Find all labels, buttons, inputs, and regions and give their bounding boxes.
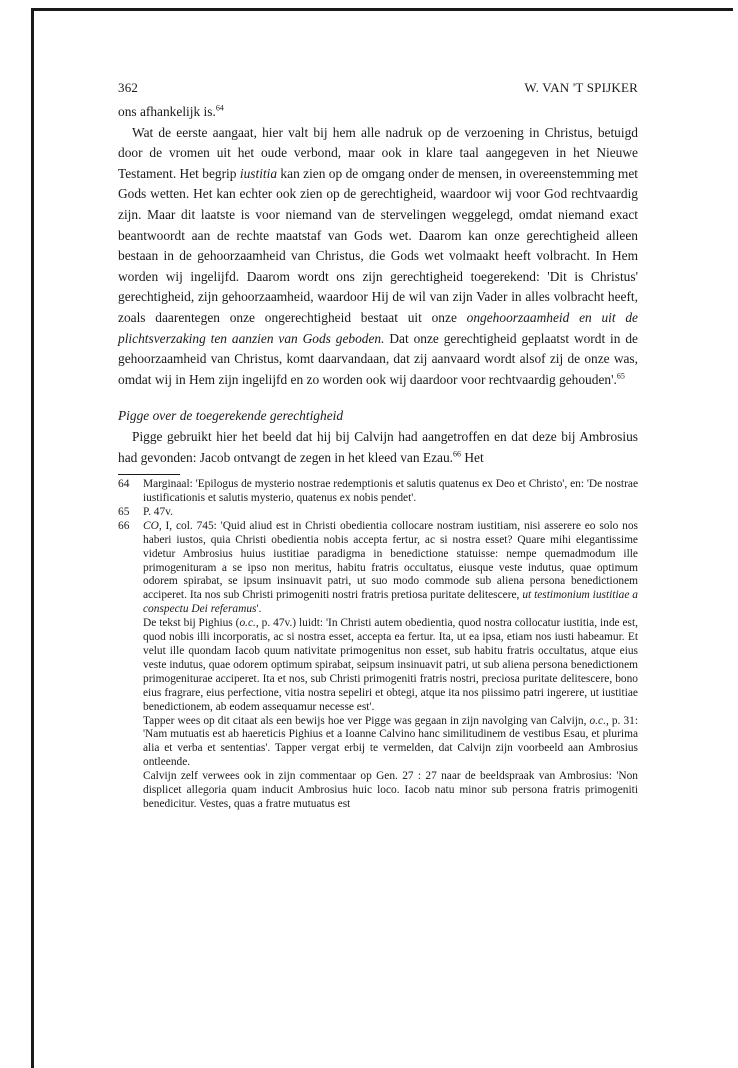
footnote-65 — [118, 506, 638, 520]
book-page — [118, 80, 638, 812]
footnotes — [118, 478, 638, 812]
footnote-text: Marginaal: 'Epilogus de mysterio nostrae redemptionis et salutis quatenus ex Deo et Christo', en: 'De nostrae iustificationis et salutis mysterio, quatenus ex nobis pendet'. — [143, 478, 638, 504]
footnote-separator — [118, 474, 180, 475]
page-number: 362 — [118, 80, 139, 95]
paragraph-righteousness: Wat de eerste aangaat, hier valt bij hem alle nadruk op de verzoening in Christus, betuigd door de vromen uit het oude verbond, maar ook in klare taal aangegeven in het Nieuwe Testament. Het begrip iustitia kan zien op de omgang onder de mensen, in overeenstemming met Gods wetten. Het kan echter ook zien op de gerechtigheid, waardoor wij voor God rechtvaardig zijn. Maar dit laatste is voor niemand van de stervelingen weggelegd, omdat niemand exact beantwoordt aan de rechte maatstaf van Gods wet. Daarom kan onze gerechtigheid alleen bestaan in de gehoorzaamheid van Christus, die Gods wet volmaakt heeft volbracht. In Hem worden wij ingelijfd. Daarom wordt ons zijn gerechtigheid toegerekend: 'Dit is Christus' gerechtigheid, zijn gehoorzaamheid, waardoor Hij de wil van zijn Vader in alles volbracht heeft, zoals daarentegen onze ongerechtigheid bestaat uit onze ongehoorzaamheid en uit de plichtsverzaking ten aanzien van Gods geboden. Dat onze gerechtigheid geplaatst wordt in de gehoorzaamheid van Christus, komt daarvandaan, dat zij aanvaard wordt alsof zij de onze was, omdat wij in Hem zijn ingelijfd en zo worden ook wij daardoor voor rechtvaardig gehouden'.$^{65}$ — [118, 124, 639, 387]
footnote-number: 64 — [118, 478, 130, 491]
footnote-number: 65 — [118, 505, 130, 518]
footnote-66-calvin-commentary: Calvijn zelf verwees ook in zijn commentaar op Gen. 27 : 27 naar de beeldspraak van Ambrosius: 'Non displicet allegoria quam inducit Ambrosius huic loco. Iacob natu minor sub persona fratris primogeniti benedicitur. Vestes, quas a fratre mutuatus est — [143, 770, 638, 810]
footnote-text — [143, 520, 638, 812]
footnote-66 — [118, 520, 638, 812]
body-text — [118, 102, 638, 468]
italic-phrase: ongehoorzaamheid en uit de plichtsverzaking ten aanzien van Gods geboden. — [118, 309, 639, 346]
paragraph-pigge: Pigge gebruikt hier het beeld dat hij bij Calvijn had aangetroffen en dat deze bij Ambrosius had gevonden: Jacob ontvangt de zegen in het kleed van Ezau.$^{66}$ Het — [118, 428, 638, 465]
section-heading: Pigge over de toegerekende gerechtigheid — [118, 408, 344, 424]
footnote-66-pighius-quote: De tekst bij Pighius (o.c., p. 47v.) luidt: 'In Christi autem obedientia, quod nostra collocatur iustitia, inde est, quod nobis illi incorporatis, ac si nostra esset, accepta ea fertur. Ita, ut ea ipsa, etiam nos iusti habeamur. Et velut ille quondam Iacob quum nativitate primogenitus non esset, sub habitu fratris occultatus, atque eius veste indutus, quae odorem optimum spirabat, seipsum insinuavit patri, ut sub aliena persona benedictionem primogeniturae acciperet. Ita et nos, sub Christi primogeniti fratris nostri, preciosa puritate delitescere, bono eius fragrare, eius perfectione, vitia nostra sepeliri et obtegi, atque ita nos piissimo patri ingerere, ut iustitiae benedictionem, ab eodem assequamur necesse est'. — [143, 617, 638, 713]
running-head-author: W. VAN 'T SPIJKER — [524, 80, 638, 95]
footnote-ref-66[interactable]: 66 — [453, 449, 462, 459]
page-border-top — [33, 8, 733, 11]
running-head — [118, 80, 638, 102]
page-border-left — [31, 8, 34, 1068]
footnote-ref-65[interactable]: 65 — [616, 371, 625, 381]
footnote-66-tapper: Tapper wees op dit citaat als een bewijs hoe ver Pigge was gegaan in zijn navolging van Calvijn, o.c., p. 31: 'Nam mutuatis est ab haereticis Pighius et a Ioanne Calvino hanc similitudinem de vestibus Esau, et plurima alia et verba et sententias'. Tapper vergat erbij te vermelden, dat Calvijn zijn voorbeeld aan Ambrosius ontleende. — [143, 714, 638, 769]
footnote-text: P. 47v. — [143, 505, 173, 518]
footnote-number: 66 — [118, 519, 130, 532]
footnote-64 — [118, 478, 638, 506]
footnote-66-calvin-quote: CO, I, col. 745: 'Quid aliud est in Christi obedientia collocare nostram iustitiam, nisi asserere eo solo nos haberi iustos, quia Christi obedientia nobis accepta fertur, ac si nostra esset? Quare mihi elegantissime videtur Ambrosius huius iustitiae paradigma in benedictione statuisse: nempe quemadmodum ille primogenituram a se ipso non meritus, habitu fratris occultatus, eiusque veste indutus, quae optimum odorem spirabat, se ipsum insinuavit patri, ut suo modo commode sub aliena persona benedictionem acciperet. Ita nos sub Christi primogeniti nostri fratris pretiosa puritate delitescere, ut testimonium iustitiae a conspectu Dei referamus'. — [143, 519, 638, 616]
paragraph-continuation: ons afhankelijk is.$^{64}$ — [118, 103, 224, 119]
term-iustitia: iustitia — [239, 165, 278, 181]
footnote-ref-64[interactable]: 64 — [215, 103, 224, 113]
